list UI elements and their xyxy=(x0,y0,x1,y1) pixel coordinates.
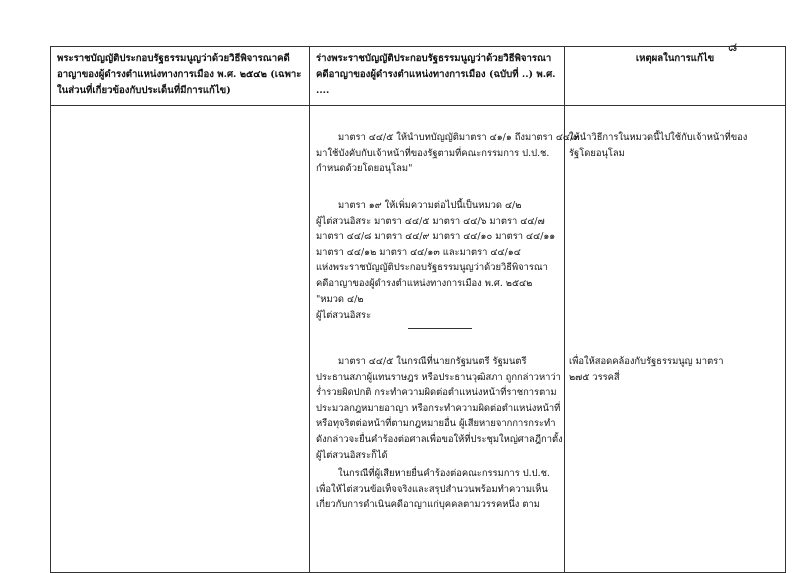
draft-paragraph-4 xyxy=(316,466,558,513)
header-draft-law xyxy=(310,47,565,106)
draft-line: ผู้ไต่สวนอิสระก็ได้ xyxy=(316,449,388,461)
chapter-subtitle: ผู้ไต่สวนอิสระ xyxy=(316,309,372,321)
draft-line: มาตรา ๔๔/๑๒ มาตรา ๔๔/๑๓ และมาตรา ๔๔/๑๔ xyxy=(316,246,521,258)
draft-line: คดีอาญาของผู้ดำรงตำแหน่งทางการเมือง พ.ศ. ๒๕๔๒ xyxy=(316,277,533,289)
header-reasons xyxy=(565,47,786,106)
draft-paragraph-2 xyxy=(316,198,558,292)
draft-line: ในกรณีที่ผู้เสียหายยื่นคำร้องต่อคณะกรรมการ ป.ป.ช. xyxy=(338,468,550,479)
current-law-cell-content xyxy=(51,106,309,572)
draft-law-cell-content xyxy=(310,106,580,572)
header-draft-law-text: ร่างพระราชบัญญัติประกอบรัฐธรรมนูญว่าด้วยวิธีพิจารณาคดีอาญาของผู้ดำรงตำแหน่งทางการเมือง (ฉบับที่ ..) พ.ศ. .... xyxy=(316,53,556,96)
draft-line: มาตรา ๔๔/๕ ในกรณีที่นายกรัฐมนตรี รัฐมนตรี xyxy=(338,356,527,367)
reason-line: เพื่อให้สอดคล้องกับรัฐธรรมนูญ มาตรา xyxy=(569,356,724,367)
draft-line: ประธานสภาผู้แทนราษฎร หรือประธานวุฒิสภา ถูกกล่าวหาว่า xyxy=(316,371,561,383)
draft-line: ร่ำรวยผิดปกติ กระทำความผิดต่อตำแหน่งหน้าที่ราชการตาม xyxy=(316,387,557,399)
header-row xyxy=(51,47,786,106)
reasons-cell-content xyxy=(565,106,785,572)
draft-line: มาตรา ๑๙ ให้เพิ่มความต่อไปนี้เป็นหมวด ๔/๒ xyxy=(338,200,522,211)
current-law-cell xyxy=(51,106,310,573)
page-number: ๘ xyxy=(728,40,738,54)
draft-paragraph-3 xyxy=(316,354,563,463)
draft-line: มาตรา ๔๔/๘ มาตรา ๔๔/๙ มาตรา ๔๔/๑๐ มาตรา ๔๔/๑๑ xyxy=(316,231,556,243)
chapter-title: "หมวด ๔/๒ xyxy=(316,294,364,305)
draft-law-cell xyxy=(310,106,580,573)
draft-line: ดังกล่าวจะยื่นคำร้องต่อศาลเพื่อขอให้ที่ประชุมใหญ่ศาลฎีกาตั้ง xyxy=(316,433,563,445)
reason-line: รัฐโดยอนุโลม xyxy=(569,147,625,159)
draft-line: ผู้ไต่สวนอิสระ มาตรา ๔๔/๕ มาตรา ๔๔/๖ มาตรา ๔๔/๗ xyxy=(316,215,545,227)
body-row xyxy=(51,106,786,573)
header-current-law-text: พระราชบัญญัติประกอบรัฐธรรมนูญว่าด้วยวิธีพิจารณาคดีอาญาของผู้ดำรงตำแหน่งทางการเมือง พ.ศ. ๒๕๔๒ (เฉพาะในส่วนที่เกี่ยวข้องกับประเด็นที่มีการแก้ไข) xyxy=(57,53,302,96)
draft-line: หรือทุจริตต่อหน้าที่ตามกฎหมายอื่น ผู้เสียหายจากการกระทำ xyxy=(316,418,556,430)
draft-paragraph-1 xyxy=(316,130,580,177)
comparison-table xyxy=(50,46,786,573)
header-reasons-text: เหตุผลในการแก้ไข xyxy=(635,53,715,64)
section-divider xyxy=(408,328,472,329)
draft-line: มาใช้บังคับกับเจ้าหน้าที่ของรัฐตามที่คณะกรรมการ ป.ป.ช. xyxy=(316,147,550,159)
draft-line: มาตรา ๔๔/๕ ให้นำบทบัญญัติมาตรา ๔๑/๑ ถึงมาตรา ๔๔/๓ xyxy=(338,132,580,143)
reason-1 xyxy=(569,130,779,161)
reasons-cell xyxy=(565,106,786,573)
draft-line: เพื่อให้ไต่สวนข้อเท็จจริงและสรุปสำนวนพร้อมทำความเห็น xyxy=(316,483,548,495)
chapter-heading xyxy=(316,292,558,323)
draft-line: แห่งพระราชบัญญัติประกอบรัฐธรรมนูญว่าด้วยวิธีพิจารณา xyxy=(316,262,548,274)
draft-line: เกี่ยวกับการดำเนินคดีอาญาแก่บุคคลตามวรรคหนึ่ง ตาม xyxy=(316,499,540,511)
header-current-law xyxy=(51,47,310,106)
draft-line: กำหนดด้วยโดยอนุโลม" xyxy=(316,163,413,175)
reason-line: ๒๗๕ วรรคสี่ xyxy=(569,371,620,383)
reason-2 xyxy=(569,354,779,385)
reason-line: ให้นำวิธีการในหมวดนี้ไปใช้กับเจ้าหน้าที่ของ xyxy=(569,132,748,143)
draft-line: ประมวลกฎหมายอาญา หรือกระทำความผิดต่อตำแหน่งหน้าที่ xyxy=(316,402,561,414)
